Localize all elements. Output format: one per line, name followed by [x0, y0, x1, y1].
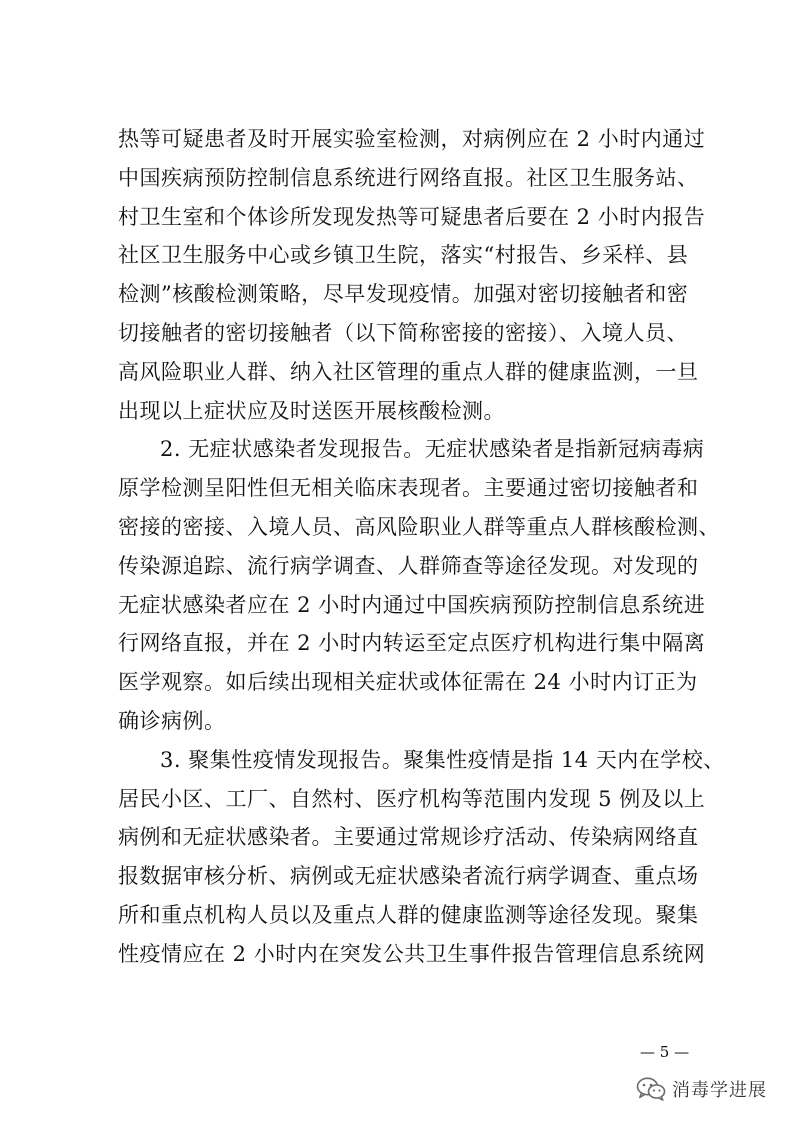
text-line: 医学观察。如后续出现相关症状或体征需在 24 小时内订正为	[118, 670, 698, 695]
text-line: 报数据审核分析、病例或无症状感染者流行病学调查、重点场	[118, 864, 699, 889]
text-line: 高风险职业人群、纳入社区管理的重点人群的健康监测，一旦	[118, 359, 699, 384]
text-line: 密接的密接、入境人员、高风险职业人群等重点人群核酸检测、	[118, 514, 720, 539]
text-line: 病例和无症状感染者。主要通过常规诊疗活动、传染病网络直	[118, 825, 699, 850]
watermark	[636, 1073, 767, 1105]
page-number: — 5 —	[640, 1043, 690, 1061]
text-line: 村卫生室和个体诊所发现发热等可疑患者后要在 2 小时内报告	[118, 204, 706, 229]
text-line: 传染源追踪、流行病学调查、人群筛查等途径发现。对发现的	[118, 553, 699, 578]
text-line: 所和重点机构人员以及重点人群的健康监测等途径发现。聚集	[118, 902, 699, 927]
text-line: 社区卫生服务中心或乡镇卫生院，落实“村报告、乡采样、县	[118, 243, 689, 268]
watermark-text: 消毒学进展	[672, 1080, 767, 1101]
text-line: 居民小区、工厂、自然村、医疗机构等范围内发现 5 例及以上	[118, 786, 706, 811]
text-line: 中国疾病预防控制信息系统进行网络直报。社区卫生服务站、	[118, 165, 699, 190]
text-line: 切接触者的密切接触者（以下简称密接的密接）、入境人员、	[118, 320, 688, 345]
text-line: 3. 聚集性疫情发现报告。聚集性疫情是指 14 天内在学校、	[160, 747, 725, 772]
text-line: 无症状感染者应在 2 小时内通过中国疾病预防控制信息系统进	[118, 592, 706, 617]
text-line: 2. 无症状感染者发现报告。无症状感染者是指新冠病毒病	[160, 437, 705, 462]
text-line: 出现以上症状应及时送医开展核酸检测。	[118, 398, 505, 423]
text-line: 确诊病例。	[118, 708, 226, 733]
wechat-icon	[636, 1076, 666, 1102]
text-line: 检测”核酸检测策略，尽早发现疫情。加强对密切接触者和密	[118, 282, 689, 307]
text-line: 热等可疑患者及时开展实验室检测，对病例应在 2 小时内通过	[118, 127, 706, 151]
text-line: 原学检测呈阳性但无相关临床表现者。主要通过密切接触者和	[118, 476, 699, 501]
document-body	[118, 120, 725, 974]
text-line: 性疫情应在 2 小时内在突发公共卫生事件报告管理信息系统网	[118, 941, 706, 966]
text-line: 行网络直报，并在 2 小时内转运至定点医疗机构进行集中隔离	[118, 631, 706, 656]
